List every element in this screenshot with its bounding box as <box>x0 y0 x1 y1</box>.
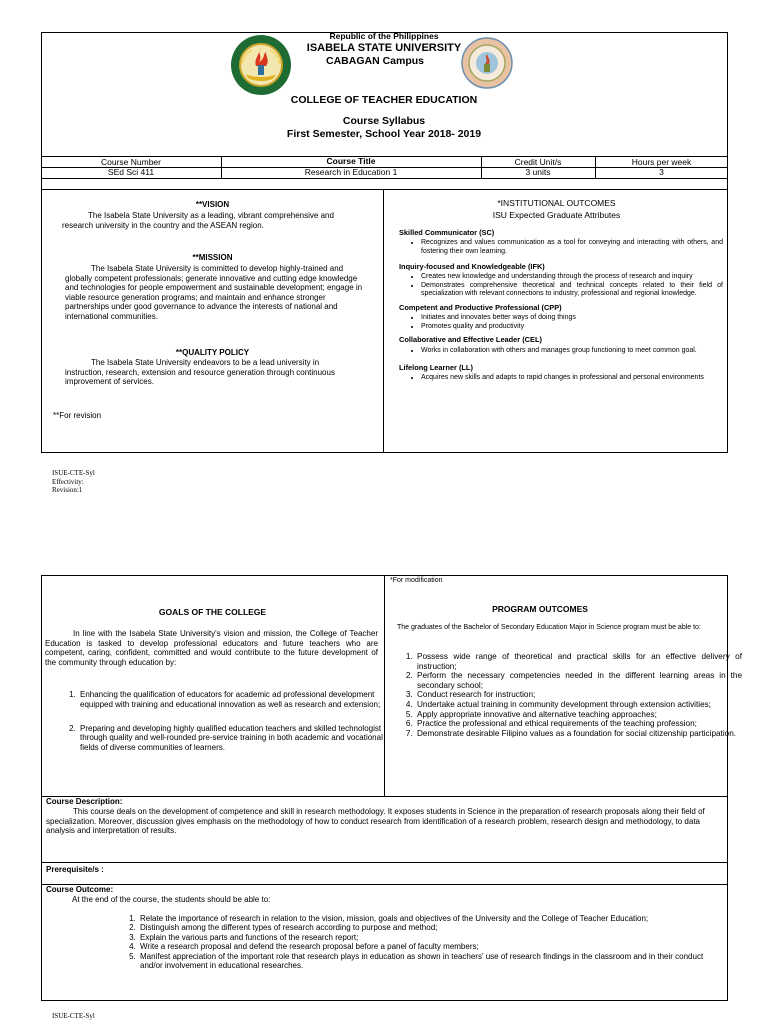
document-title: Course Syllabus <box>342 115 426 127</box>
header-hours-per-week: Hours per week <box>631 157 692 167</box>
campus-name: CABAGAN Campus <box>325 55 424 67</box>
quality-policy-heading: **QUALITY POLICY <box>175 348 250 357</box>
college-name: COLLEGE OF TEACHER EDUCATION <box>290 94 478 106</box>
attribute-title: Skilled Communicator (SC) <box>399 228 495 237</box>
graduate-attributes-list <box>399 229 723 386</box>
course-outcome-item: 1. Relate the importance of research in relation to the vision, mission, goals and objectives of the University and the College of Teacher Education; <box>138 914 721 923</box>
footer-code: ISUE-CTE-Syl <box>52 469 95 477</box>
program-outcome-item: 4. Undertake actual training in community development through extension activities; <box>415 700 742 710</box>
vision-text: The Isabela State University as a leading, vibrant comprehensive and research university in the country and the ASEAN region. <box>62 211 334 230</box>
course-number-value: SEd Sci 411 <box>107 167 155 177</box>
course-outcome-item: 4. Write a research proposal and defend the research proposal before a panel of faculty members; <box>138 942 721 951</box>
attribute-item: • Recognizes and values communication as a tool for conveying and interacting with others, and fostering their own learning. <box>421 239 723 255</box>
for-revision-note: **For revision <box>53 411 102 420</box>
document-footer <box>52 469 95 495</box>
header-credit-units: Credit Unit/s <box>514 157 562 167</box>
goals-intro: In line with the Isabela State University's vision and mission, the College of Teacher Education is tasked to develop professional educators and future teachers who are competent, caring, confident, committed and would contribute to the future development of the community through education by: <box>45 629 378 667</box>
mission-text: The Isabela State University is committed to develop highly-trained and globally competent professionals; generate innovative and cutting edge knowledge and technologies for people empowerment and sustainable development; engage in viable resource generation programs; and maintain and enhance stronger partnerships under good governance to advance the interests of national and international communities. <box>65 264 363 321</box>
vision-heading: **VISION <box>195 200 230 209</box>
footer-effectivity: Effectivity: <box>52 477 84 486</box>
course-outcome-item: 3. Explain the various parts and functions of the research report; <box>138 933 721 942</box>
goal-item: 1. Enhancing the qualification of educators for academic ad professional development equipped with training and educational innovation as well as research and extension; <box>78 690 396 710</box>
program-outcome-item: 6. Practice the professional and ethical requirements of the teaching profession; <box>415 719 742 729</box>
mission-heading: **MISSION <box>192 253 233 262</box>
program-outcome-item: 7. Demonstrate desirable Filipino values as a foundation for social citizenship participation. <box>415 729 742 739</box>
attribute-item: • Works in collaboration with others and manages group functioning to meet common goal. <box>421 347 723 355</box>
program-outcome-item: 5. Apply appropriate innovative and alternative teaching approaches; <box>415 710 742 720</box>
program-outcome-item: 2. Perform the necessary competencies needed in the different learning areas in the secondary school; <box>415 671 742 690</box>
course-outcome-intro: At the end of the course, the students should be able to: <box>72 895 271 904</box>
hours-per-week-value: 3 <box>659 167 664 177</box>
institutional-outcomes-heading: *INSTITUTIONAL OUTCOMES <box>497 198 616 208</box>
attribute-item: • Demonstrates comprehensive theoretical and technical concepts related to their field of specialization with relevant connections to industry, professional and regional knowledge. <box>421 282 723 298</box>
course-description-text: This course deals on the development of competence and skill in research methodology. It exposes students in Science in the preparation of research proposals along their field of specialization. Moreover, discussion gives emphasis on the methodology of how to conduct research from identification of a research problem, research design and methodology, to data analysis and interpretation of results. <box>46 807 705 835</box>
attribute-title: Competent and Productive Professional (CPP) <box>399 302 562 312</box>
header-course-number: Course Number <box>101 157 161 167</box>
goals-heading: GOALS OF THE COLLEGE <box>158 607 267 617</box>
prerequisite-label: Prerequisite/s : <box>46 865 104 874</box>
program-outcome-item: 3. Conduct research for instruction; <box>415 690 742 700</box>
course-outcome-label: Course Outcome: <box>46 885 114 894</box>
attribute-item: • Creates new knowledge and understanding through the process of research and inquiry <box>421 273 723 281</box>
attribute-item: • Acquires new skills and adapts to rapid changes in professional and personal environments <box>421 374 723 382</box>
course-outcome-item: 5. Manifest appreciation of the important role that research plays in education as shown in teachers' use of research findings in the classroom and in their conduct and/or involvement in educational researches. <box>138 952 721 971</box>
attribute-title: Collaborative and Effective Leader (CEL) <box>399 335 542 345</box>
institutional-outcomes-subheading: ISU Expected Graduate Attributes <box>492 210 621 220</box>
program-outcome-item: 1. Possess wide range of theoretical and practical skills for an effective delivery of instruction; <box>415 652 742 671</box>
semester-text: First Semester, School Year 2018- 2019 <box>286 128 482 140</box>
course-outcomes-list <box>118 914 721 970</box>
for-modification-note: *For modification <box>390 577 443 584</box>
attribute-item: • Promotes quality and productivity <box>421 323 723 331</box>
program-outcomes-intro: The graduates of the Bachelor of Secondary Education Major in Science program must be able to: <box>397 624 701 631</box>
credit-units-value: 3 units <box>525 167 551 177</box>
document-footer-2: ISUE-CTE-Syl <box>52 1012 95 1020</box>
attribute-item: • Initiates and innovates better ways of doing things <box>421 314 723 322</box>
goals-list <box>58 690 396 753</box>
republic-text: Republic of the Philippines <box>329 31 439 41</box>
attribute-title: Lifelong Learner (LL) <box>399 362 473 372</box>
header-course-title: Course Title <box>326 156 376 166</box>
program-outcomes-list <box>395 652 742 738</box>
quality-policy-text: The Isabela State University endeavors to be a lead university in instruction, research, extension and resource generation through continuous improvement of services. <box>65 358 335 386</box>
course-title-value: Research in Education 1 <box>304 167 398 177</box>
footer-revision: Revision:1 <box>52 486 83 494</box>
university-name: ISABELA STATE UNIVERSITY <box>306 42 462 54</box>
program-outcomes-heading: PROGRAM OUTCOMES <box>492 604 588 614</box>
goal-item: 2. Preparing and developing highly qualified education teachers and skilled technologist through quality and well-rounded pre-service training in both academic and vocational fields of diverse communities of learners. <box>78 724 396 753</box>
course-description-label: Course Description: <box>46 797 123 806</box>
attribute-title: Inquiry-focused and Knowledgeable (IFK) <box>399 261 545 271</box>
course-outcome-item: 2. Distinguish among the different types of research according to purpose and method; <box>138 923 721 932</box>
